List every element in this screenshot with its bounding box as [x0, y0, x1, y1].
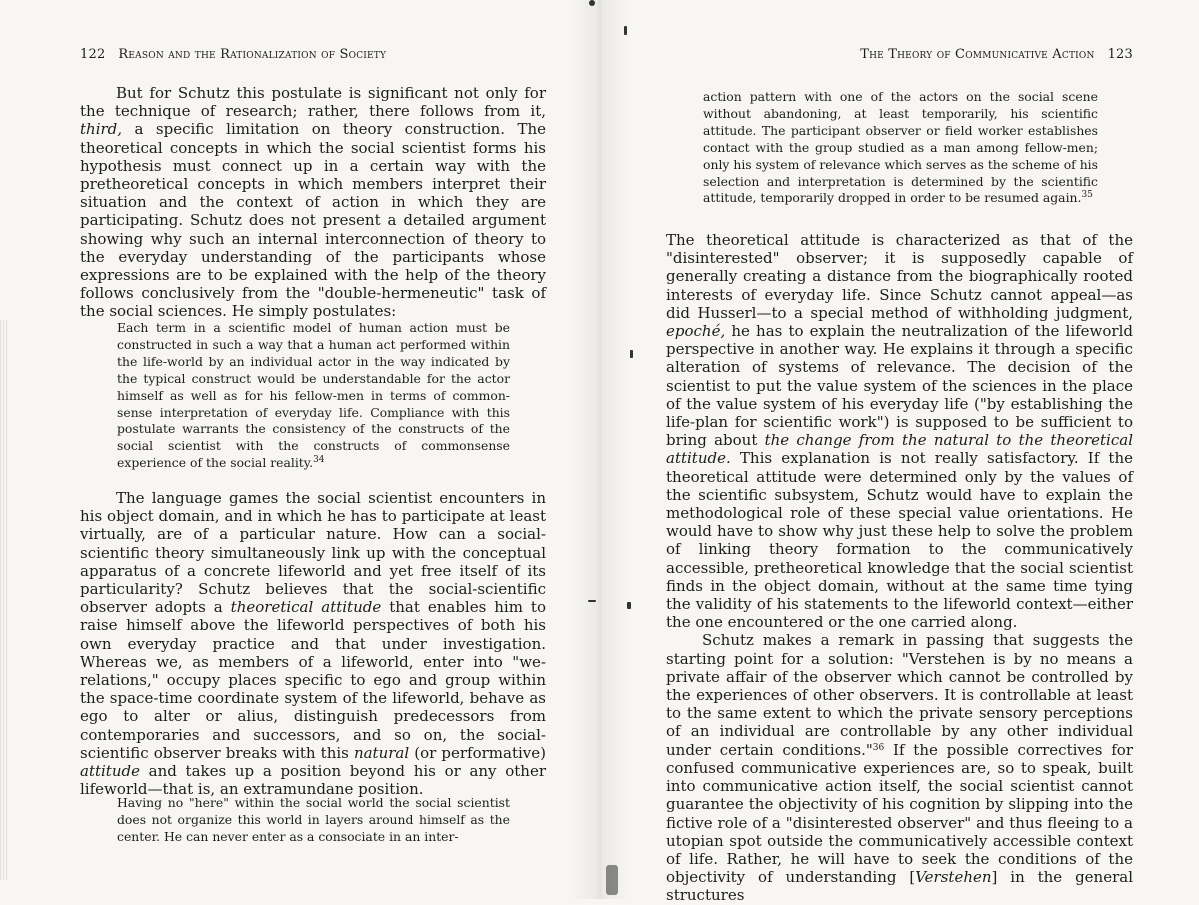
page-number: 122: [80, 47, 106, 62]
running-head-left: [80, 47, 386, 62]
running-head-right: [860, 47, 1133, 62]
body-text: [666, 231, 1133, 905]
text-run: (or performative): [409, 743, 547, 762]
italic-run: the change from the natural to the theoretical attitude.: [666, 431, 1133, 468]
page-number: 123: [1107, 47, 1133, 62]
italic-run: natural: [353, 743, 410, 762]
block-quote: [117, 320, 510, 472]
left-page: [0, 0, 590, 899]
italic-run: third,: [80, 120, 123, 139]
text-run: If the possible correctives for confused communicative experiences are, so to speak, built into communicative action itself, the social scientist cannot guarantee the objectivity of his cognition by slipping into the fictive role of a "disinterested observer" and thus fleeing to a utopian spot outside the communicatively accessible context of life. Rather, he will have to seek the conditions of the objectivity of understanding [: [666, 740, 1133, 887]
italic-run: theoretical attitude: [230, 598, 382, 617]
block-quote: [703, 89, 1098, 207]
text-run: The language games the social scientist encounters in his object domain, and in which he has to participate at least virtually, are of a particular nature. How can a social-scientific theory simultaneously link up with the conceptual apparatus of a concrete lifeworld and yet free itself of its particularity? Schutz believes that the social-scientific observer adopts a: [80, 489, 546, 617]
body-paragraph: [666, 631, 1133, 904]
running-head-title: Reason and the Rationalization of Society: [118, 47, 387, 62]
text-run: The theoretical attitude is characterized as that of the "disinterested" observer; it is supposedly capable of generally creating a distance from the biographically rooted interests of everyday life. Since Schutz cannot appeal—as did Husserl—to a special method of withholding judgment,: [666, 231, 1133, 322]
block-quote: [117, 795, 510, 846]
body-paragraph: [666, 231, 1133, 631]
running-head-title: The Theory of Communicative Action: [860, 47, 1095, 62]
body-paragraph: [80, 489, 546, 798]
text-run: ] in the general structures: [666, 868, 1133, 905]
text-run: But for Schutz this postulate is significant not only for the technique of research; rather, there follows from it,: [80, 84, 546, 121]
body-paragraph: [80, 84, 546, 321]
text-run: and takes up a position beyond his or any other lifeworld—that is, an extramundane position.: [80, 762, 546, 799]
text-run: Schutz makes a remark in passing that suggests the starting point for a solution: "Verstehen is by no means a private affair of the observer which cannot be controlled by the experiences of other observers. It is controllable at least to the same extent to which the private sensory perceptions of an individual are controllable by any other individual under certain conditions.": [666, 631, 1133, 759]
text-run: a specific limitation on theory construction. The theoretical concepts in which the social scientist forms his hypothesis must connect up in a certain way with the pretheoretical concepts in which members interpret their situation and the context of action in which they are participating. Schutz does not present a detailed argument showing why such an internal interconnection of theory to the everyday understanding of the participants whose expressions are to be explained with the help of the theory follows conclusively from the "double-hermeneutic" task of the social sciences. He simply postulates:: [80, 120, 546, 321]
quote-text: action pattern with one of the actors on the social scene without abandoning, at least temporarily, his scientific attitude. The participant observer or field worker establishes contact with the group studied as a man among fellow-men; only his system of relevance which serves as the scheme of his selection and interpretation is determined by the scientific attitude, temporarily dropped in order to be resumed again.: [703, 89, 1098, 206]
quote-text: Having no "here" within the social world the social scientist does not organize this world in layers around himself as the center. He can never enter as a consociate in an inter-: [117, 795, 510, 844]
text-run: This explanation is not really satisfactory. If the theoretical attitude were determined only by the values of the scientific subsystem, Schutz would have to explain the methodological role of these special value orientations. He would have to show why just these help to solve the problem of linking theory formation to the communicatively accessible, pretheoretical knowledge that the social scientist finds in the object domain, without at the same time tying the validity of his statements to the lifeworld context—either the one encountered or the one carried along.: [666, 449, 1133, 632]
footnote-ref: 36: [872, 742, 885, 753]
footnote-ref: 35: [1081, 190, 1093, 201]
text-run: that enables him to raise himself above the lifeworld perspectives of both his own everyday practice and that under investigation. Whereas we, as members of a lifeworld, enter into "we-relations," occupy places specific to ego and group within the space-time coordinate system of the lifeworld, behave as ego to alter or alius, distinguish predecessors from contemporaries and successors, and so on, the social-scientific observer breaks with this: [80, 598, 546, 762]
italic-run: attitude: [80, 762, 140, 781]
italic-run: Verstehen: [915, 868, 992, 887]
right-page: [600, 0, 1199, 905]
quote-text: Each term in a scientific model of human action must be constructed in such a way that a human act performed within the life-world by an individual actor in the way indicated by the typical construct would be understandable for the actor himself as well as for his fellow-men in terms of common-sense interpretation of everyday life. Compliance with this postulate warrants the consistency of the constructs of the social scientist with the constructs of commonsense experience of the social reality.: [117, 320, 510, 471]
text-run: he has to explain the neutralization of the lifeworld perspective in another way. He explains it through a specific alteration of systems of relevance. The decision of the scientist to put the value system of the sciences in the place of the value system of his everyday life ("by establishing the life-plan for scientific work") is supposed to be sufficient to bring about: [666, 322, 1133, 450]
italic-run: epoché,: [666, 322, 726, 341]
footnote-ref: 34: [313, 455, 325, 466]
